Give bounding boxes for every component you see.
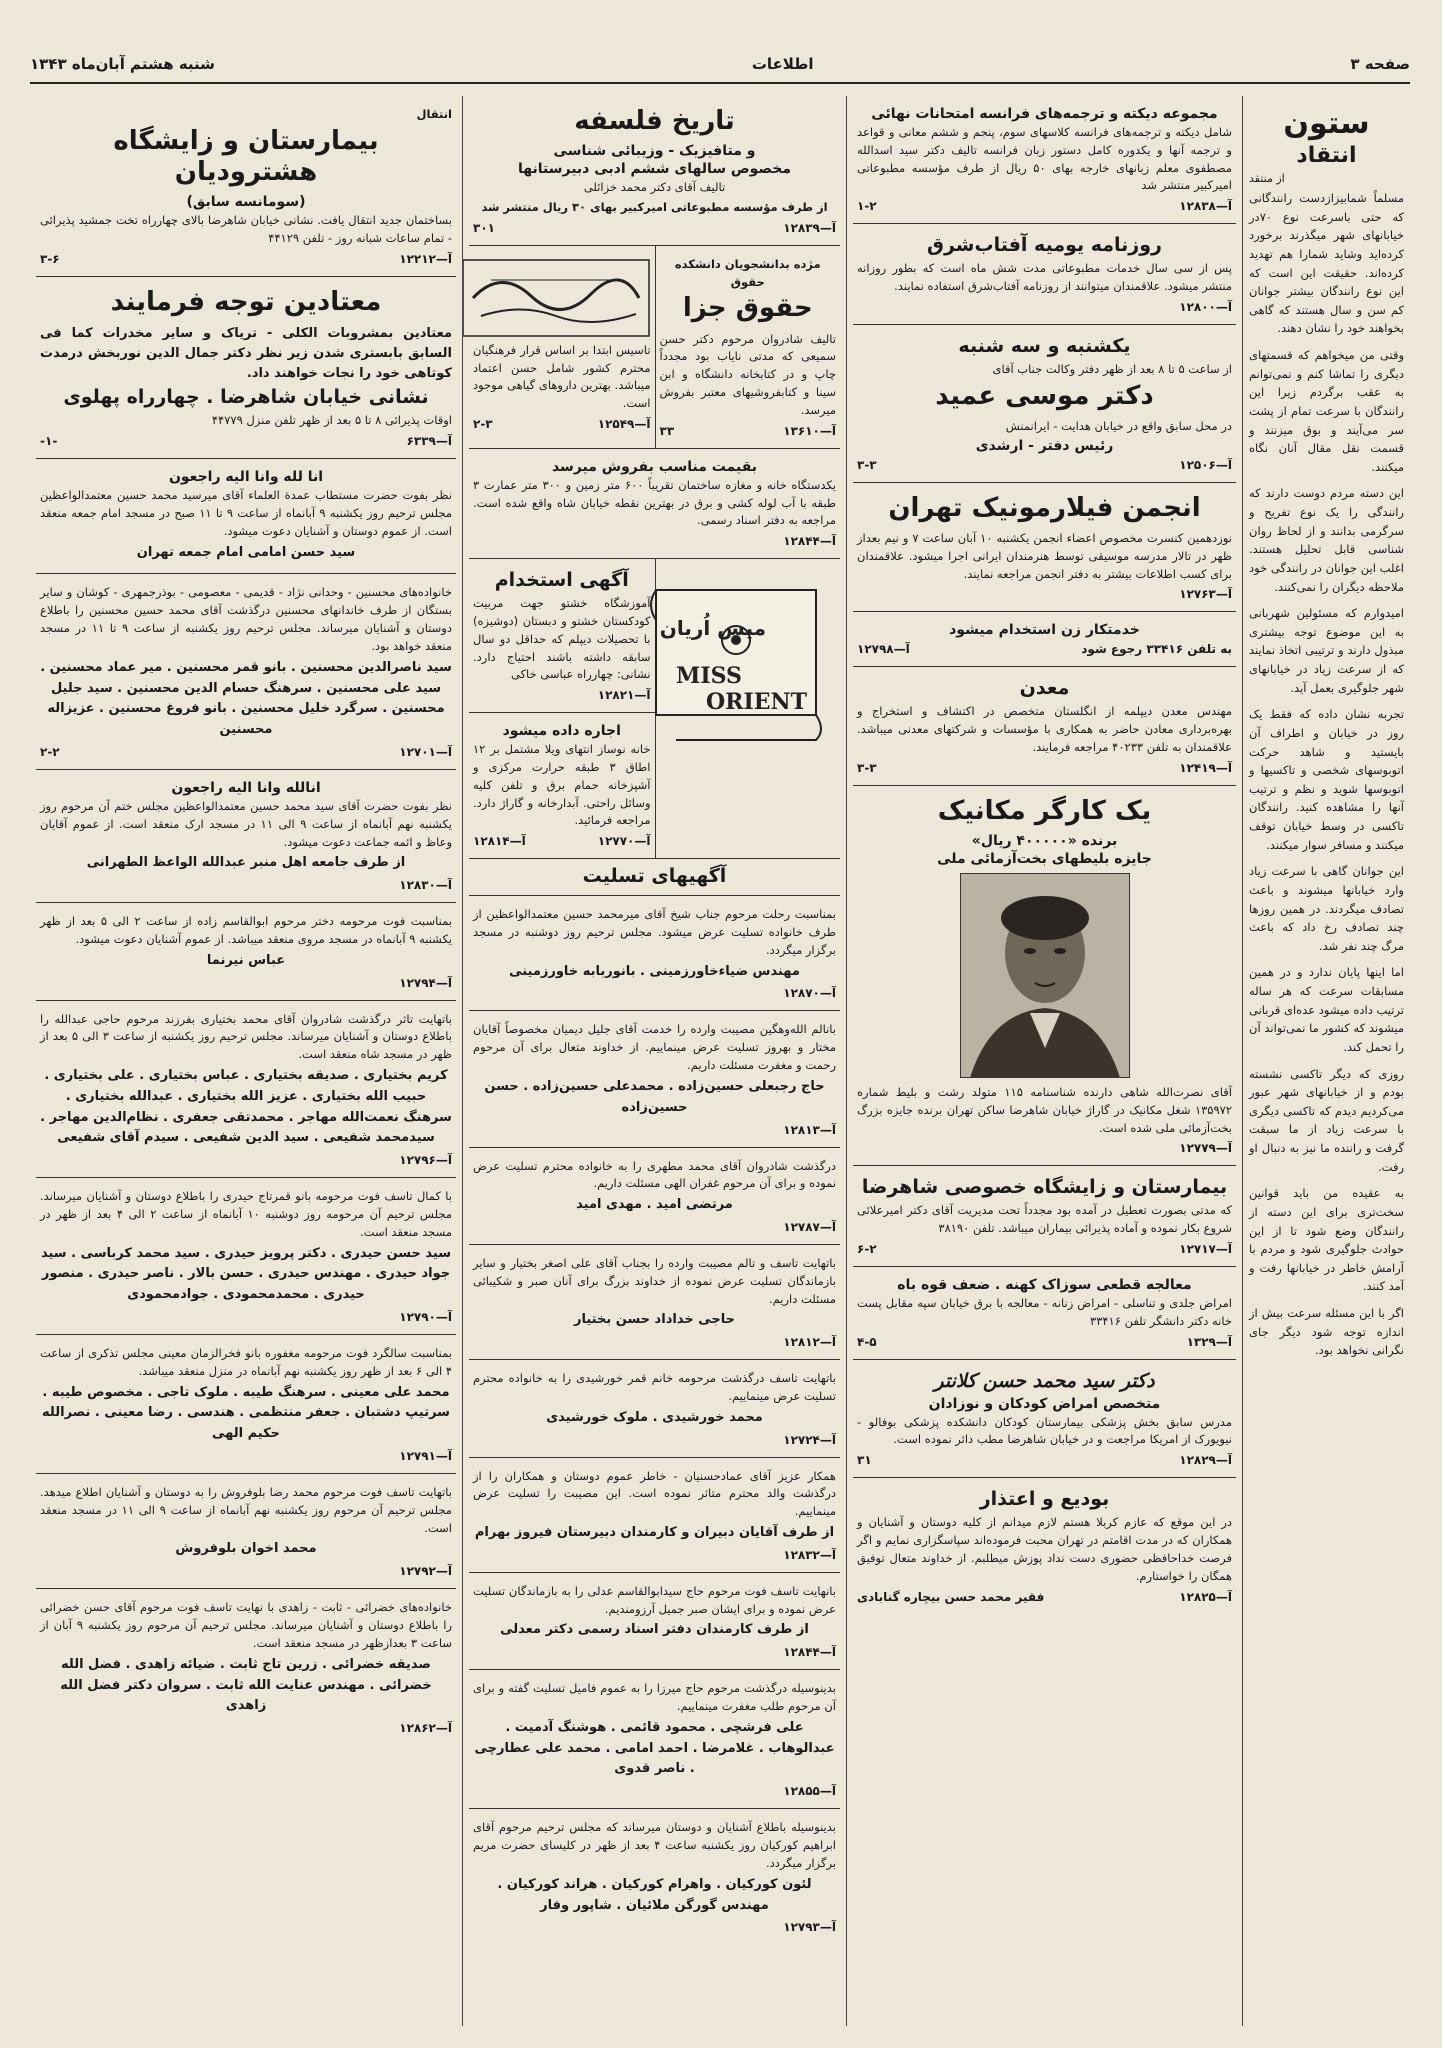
ad-code: آ—۱۲۸۴۴	[783, 534, 836, 549]
miss-fa-text: میس اُریان	[659, 616, 766, 641]
condolence-header	[469, 859, 840, 896]
condolence-item: باتهایت تاسف درگذشت مرحومه خانم قمر خورشیدی را به خانواده محترم تسلیت عرض مینماییم. محمد خورشیدی . ملوک خورشیدی آ—۱۲۷۲۴	[469, 1360, 840, 1457]
ad-addiction	[36, 277, 456, 459]
condolence-item: باتهایت تاسف فوت مرحوم محمد رضا بلوفروش را به دوستان و آشنایان اطلاع میدهد. مجلس ترحیم آن مرحوم روز یکشنبه نهم آبانماه از ساعت ۹ الی ۱۱ در مسجد منعقد است. محمد اخوان بلوفروش آ—۱۲۷۹۲	[36, 1474, 456, 1589]
ad-title: حقوق جزا	[682, 293, 813, 324]
ad-code: آ—۱۲۵۰۶ ۳-۳	[857, 457, 1232, 472]
ad-title: معتادین توجه فرمایند	[110, 286, 382, 317]
ad-text: تالیف شادروان مرحوم دکتر حسن سمیعی که مدتی نایاب بود مجدداً چاپ و در کتابخانه دانشگاه و ابن سینا و کتابفروشیهای معتبر بفروش میرسد.	[659, 331, 836, 417]
ad-role: رئیس دفتر - ارشدی	[975, 437, 1114, 454]
ad-subtitle: مخصوص سالهای ششم ادبی دبیرستانها	[517, 161, 792, 178]
ad-subtitle: برنده «۴۰۰۰۰۰ ریال»	[971, 832, 1118, 849]
split-row	[469, 559, 840, 859]
ads-column-2	[846, 96, 1242, 2026]
ad-hours: اوقات پذیرائی ۸ تا ۵ بعد از ظهر تلفن منزل ۴۴۷۷۹	[211, 413, 452, 428]
section-title: آگهیهای تسلیت	[582, 865, 727, 888]
ad-title: دکتر سید محمد حسن کلانتر	[934, 1369, 1155, 1392]
ad-title: انجمن فیلارمونیک تهران	[888, 492, 1201, 523]
ad-code: آ—۱۲۸۳۹ ۳۰۱	[473, 220, 836, 235]
page-number: صفحه ۳	[1350, 55, 1410, 73]
ad-text: امراض جلدی و تناسلی - امراض زنانه - معالجه با برق خیابان سپه مقابل پست خانه دکتر دانشگر تلفن ۳۳۴۱۶	[857, 1296, 1232, 1328]
critique-closing: اگر با این مسئله سرعت بیش از اندازه توجه شود دیگر جای نگرانی نخواهد بود.	[1249, 1306, 1404, 1358]
critique-paragraph: به عقیده من باید قوانین سخت‌تری برای این دسته از رانندگان وضع شود تا از این حوادث جلوگیری شود و مردم با آرامش خاطر در خیابانها رفت و آمد کنند.	[1249, 1186, 1404, 1294]
ad-code: آ—۱۲۷۷۹	[1179, 1141, 1232, 1156]
condolence-item: انالله وانا اليه راجعون نظر بفوت حضرت آقای سید محمد حسین معتمدالواعظین مجلس ختم آن مرحوم روز یکشنبه نهم آبانماه از ساعت ۹ الی ۱۱ در مسجد ارک منعقد است. از عموم آقایان وعاظ و ائمه جماعت دعوت میشود. از طرف جامعه اهل منبر عبدالله الواعظ الطهرانی آ—۱۲۸۳۰	[36, 770, 456, 903]
ad-text: آموزشگاه خشتو جهت مربیت کودکستان خشتو و دبستان (دوشیزه) با تحصیلات دیپلم که حداقل دو سال سابقه داشته باشند احتیاج دارد. نشانی: چهارراه عباسی خاکی	[473, 596, 651, 682]
ad-code: آ—۱۲۷۶۳	[1179, 587, 1232, 602]
critique-column-title: ستون	[1283, 106, 1370, 141]
ad-servant	[853, 612, 1236, 667]
orient-en-text: ORIENT	[706, 689, 807, 716]
condolence-item: همکار عزیز آقای عمادحسنیان - خاطر عموم دوستان و همکاران را از درگذشت والد محترم متاثر نموده است. این مصیبت را تسلیت عرض مینماییم. از طرف آقایان دبیران و کارمندان دبیرستان فیروز بهرام آ—۱۲۸۳۲	[469, 1458, 840, 1573]
ad-code: آ—۱۲۸۳۸ ۱-۲	[857, 199, 1232, 214]
ad-text: در این موقع که عازم کربلا هستم لازم میدانم از کلیه دوستان و آشنایان و همکاران که در مدت اقامتم در تهران محبت فرموده‌اند سپاسگزاری نمایم و اگر فرصت خداحافظی حضوری دست نداد پوزش میطلبم. از خداوند متعال توفیق همگان را خواستارم.	[857, 1515, 1232, 1583]
ad-text: معتادین بمشروبات الکلی - تریاک و سایر مخدرات کما فی السابق بابستری شدن زیر نظر دکتر جمال الدین نوربخش درمدت کوتاهی خود را نجات خواهند داد.	[40, 326, 452, 382]
ads-column-3	[462, 96, 846, 2026]
ad-code: آ—۱۲۸۲۵ فقیر محمد حسن بیچاره گنابادی	[857, 1589, 1232, 1604]
ad-text: تاسیس ابتدا بر اساس قرار فرهنگیان محترم کشور شامل حسن اعتماد میباشد. بهترین داروهای گیاهی موجود است.	[473, 342, 651, 411]
ad-text: شامل دیکته و ترجمه‌های فرانسه کلاسهای سوم، پنجم و ششم معانی و قواعد و ترجمه آنها و یکدوره کامل دستور زبان فرانسه تالیف دکتر سید اسدالله مصطفوی معلم زبانهای خارجه بهای ۵۰ ریال از طرف مؤسسه مطبوعاتی امیرکبیر منتشر شد	[857, 125, 1232, 193]
ad-text: مدرس سابق بخش پزشکی بیمارستان کودکان دانشکده پزشکی بوفالو - نیویورک از امریکا مراجعت و در خیابان شاهرضا مطب دائر نموده است.	[857, 1414, 1232, 1447]
ad-hashtroudian-hospital	[36, 96, 456, 277]
condolence-item: بدینوسیله باطلاع آشنایان و دوستان میرساند که مجلس ترحیم مرحوم آقای ابراهیم کورکیان روز یکشنبه ساعت ۴ بعد از ظهر در کلیسای حضرت مریم برگزار میگردد. لئون کورکیان . واهرام کورکیان . هراند کورکیان . مهندس گورگن ملائیان . شاپور وفار آ—۱۲۷۹۳	[473, 1820, 836, 1935]
ad-text: آقای نصرت‌الله شاهی دارنده شناسنامه ۱۱۵ متولد رشت و بلیط شماره ۱۳۵۹۷۲ شغل مکانیک در گاراژ خیابان شاهرضا ساکن تهران برنده جایزه بزرگ بخت‌آزمائی ملی شده است.	[857, 1084, 1232, 1135]
ad-subtitle: (سومانسه سابق)	[186, 194, 306, 211]
ad-title: بودیع و اعتذار	[979, 1488, 1110, 1511]
critique-paragraph: این جوانان گاهی با سرعت زیاد وارد خیابانها میشوند و باعث تصادف میگردند. در همین روزها چند تصادف رخ داد که باعث مرگ چند نفر شد.	[1249, 864, 1404, 953]
ad-philharmonic	[853, 483, 1236, 613]
ad-text: از ساعت ۵ تا ۸ بعد از ظهر دفتر وکالت جناب آقای	[992, 361, 1232, 376]
ad-code: آ—۱۲۷۷۰ آ—۱۲۸۱۴	[473, 834, 651, 849]
newspaper-columns	[30, 96, 1410, 2026]
ad-pediatrician	[853, 1360, 1236, 1479]
ad-name: دکتر موسی عمید	[935, 380, 1154, 411]
miss-en-text: MISS	[676, 663, 742, 690]
condolence-item: باتهایت تاثر درگذشت شادروان آقای محمد بختیاری بفرزند مرحوم حاجی عبدالله را باطلاع دوستان و آشنایان میرساند. مجلس ترحیم روز یکشنبه از ساعت ۳ الی ۵ بعد از ظهر در مسجد شاه منعقد است. کریم بختیاری . صدیقه بختیاری . عباس بختیاری . علی بختیاری . حبیب الله بختیاری . عزیز الله بختیاری . عبدالله بختیاری . سرهنگ نعمت‌الله مهاجر . محمدتقی جعفری . نظام‌الدین مهاجر . سیدمحمد شفیعی . سید الدین شفیعی . سیدم آقای شفیعی آ—۱۲۷۹۶	[36, 1001, 456, 1179]
ad-subtitle: متخصص امراض کودکان و نوزادان	[928, 1395, 1161, 1412]
ad-title: اجاره داده میشود	[502, 723, 621, 740]
ad-pre: انتقال	[416, 107, 452, 121]
critique-paragraph: وقتی من میخواهم که قسمتهای دیگری را تماشا کنم و نمی‌توانم به عقب برگردم زیرا این رانندگان با سرعت تمام از پشت سر می‌آیند و بوق میزنند و قسمت نقل مقال آنان نگاه میکنند.	[1249, 348, 1404, 474]
ad-herbalist	[469, 246, 655, 448]
ad-lawyer	[853, 325, 1236, 483]
ad-title: خدمتکار زن استخدام میشود	[949, 622, 1140, 639]
ad-title: معدن	[1019, 677, 1070, 700]
ad-address: نشانی خیابان شاهرضا . چهارراه پهلوی	[63, 386, 429, 409]
ad-title: آگهی استخدام	[494, 569, 629, 592]
ad-criminal-law-book	[655, 246, 841, 448]
ad-subtitle: و متافیزیک - وزیبائی شناسی	[553, 143, 756, 160]
ad-code: آ—۱۲۸۲۹ ۳۱	[857, 1453, 1232, 1468]
critique-column	[1242, 96, 1410, 2026]
ad-code: به تلفن ۳۳۴۱۶ رجوع شود آ—۱۲۷۹۸	[857, 642, 1232, 657]
critique-paragraph: تجربه نشان داده که فقط یک روز در خیابان و اطراف آن بایستید و شاهد حرکت اتوبوسهای شخصی و تاکسیها و اتوبوسها شوید و نظم و ترتیب آنها را مشاهده کنید. رانندگان تاکسی در وسط خیابان توقف میکنند و مسافر سوار میکنند.	[1249, 707, 1404, 852]
condolence-item: بانالم الله‌وهگین مصیبت وارده را خدمت آقای جلیل دیمیان مخصوصاً آقایان مختار و بهروز تسلیت عرض مینماییم. از خداوند متعال برای آن مرحوم رحمت و مغفرت مسئلت داریم. حاج رجبعلی حسین‌زاده . محمدعلی حسین‌زاده . حسن حسین‌زاده آ—۱۲۸۱۳	[469, 1011, 840, 1147]
ad-text: پس از سی سال خدمات مطبوعاتی مدت شش ماه است که بطور روزانه منتشر میشود. علاقمندان میتوانند از روزنامه آفتاب‌شرق استفاده نمایند.	[857, 261, 1232, 294]
ad-rent	[469, 713, 655, 858]
ad-title: یک کارگر مکانیک	[937, 795, 1152, 826]
portrait-photo	[960, 873, 1130, 1078]
ad-code: آ—۱۲۷۱۷ ۶-۲	[857, 1242, 1232, 1256]
ad-author: تالیف آقای دکتر محمد خزائلی	[583, 180, 726, 195]
condolence-item: خانواده‌های خضرائی - ثابت - زاهدی با نهایت تاسف فوت مرحوم آقای حسن خضرائی را باطلاع دوستان و آشنایان میرساند. مجلس ترحیم آن مرحوم روز یکشنبه ۹ آبان از ساعت ۳ بعدازظهر در مسجد منعقد است. صدیقه خضرائی . زرین تاج ثابت . ضیائه زاهدی . فضل الله خضرائی . مهندس عنایت الله ثابت . سروان دکتر فضل الله زاهدی آ—۱۲۸۶۲	[40, 1600, 452, 1736]
ad-code: آ—۱۳۶۱۰ ۳۳	[659, 423, 836, 438]
ad-mechanic-lottery	[853, 786, 1236, 1167]
ad-code: آ—۱۲۴۱۹ ۳-۳	[857, 760, 1232, 775]
condolence-item: درگذشت شادروان آقای محمد مطهری را به خانواده محترم تسلیت عرض نموده و برای آن مرحوم غفران الهی مسئلت داریم. مرتضی امید . مهدی امید آ—۱۲۷۸۷	[469, 1148, 840, 1245]
ad-text: یکدستگاه خانه و مغازه ساختمان تقریباً ۶۰۰ متر زمین و ۳۰۰ متر عمارت ۳ طبقه با آب لوله کشی و برق در بهترین نقطه خیابان شاه واقع شده است. مراجعه به دفتر اسناد رسمی.	[473, 477, 836, 528]
ad-shahreza-hospital	[853, 1166, 1236, 1267]
ad-mine	[853, 667, 1236, 785]
critique-paragraph: روزی که دیگر تاکسی نشسته بودم و از خیابانهای شهر عبور می‌کردیم دیدم که تاکسی دیگری با سرعت زیاد از ما سبقت گرفت و راننده ما نیز به دنبال او رفت.	[1249, 1066, 1404, 1174]
condolence-item: بدینوسیله درگذشت مرحوم حاج میرزا را به عموم فامیل تسلیت گفته و برای آن مرحوم طلب مغفرت مینماییم. علی فرشچی . محمود قائمی . هوشنگ آدمیت . عبدالوهاب . غلامرضا . احمد امامی . محمد علی عطارچی . ناصر قدوی آ—۱۲۸۵۵	[469, 1670, 840, 1809]
ad-title: مجموعه دیکته و ترجمه‌های فرانسه امتحانات نهائی	[871, 106, 1218, 122]
ad-subtitle: جایزه بلیطهای بخت‌آزمائی ملی	[937, 850, 1152, 867]
ad-code: آ—۶۳۳۹ -۱-	[40, 434, 452, 449]
ad-farewell	[853, 1478, 1236, 1613]
ads-column-4	[30, 96, 462, 2026]
ad-code: آ—۱۲۸۲۱	[597, 688, 651, 703]
ad-property-sale	[469, 449, 840, 559]
calligraphy-logo	[462, 258, 651, 338]
issue-date: شنبه هشتم آبان‌ماه ۱۳۴۳	[30, 55, 215, 73]
ad-title: بیمارستان و زایشگاه خصوصی شاهرضا	[861, 1176, 1228, 1199]
ad-code: آ—۱۲۸۰۰	[1179, 299, 1232, 314]
ad-title: روزنامه یومیه آفتاب‌شرق	[927, 234, 1162, 257]
critique-paragraph: مسلماً شمابیزازدست رانندگانی که حتی باسرعت نوع ۷۰در خیابانهای شهر میگذرند برخورد کرده‌اید وشاید شمارا هم تهدید کرده‌اند. حقیقت این است که این نوع رانندگان بیشتر جوانان کم سن و سال هستند که گاهی بخواهند خود را نشان دهند.	[1249, 191, 1404, 336]
ad-code: آ—۱۲۲۱۲ ۳-۶	[40, 251, 452, 266]
ad-job	[469, 559, 655, 713]
condolence-item: بمناسبت فوت مرحومه دختر مرحوم ابوالقاسم زاده از ساعت ۲ الی ۵ بعد از ظهر یکشنبه ۹ آبانماه در مسجد مروی منعقد میباشد. از عموم آشنایان دعوت میشود. عباس نیرنما آ—۱۲۷۹۴	[36, 903, 456, 1000]
miss-orient-logo	[636, 575, 836, 745]
ad-title: تاریخ فلسفه	[574, 106, 735, 136]
ad-code: آ—۱۲۵۴۹ ۲-۳	[473, 417, 651, 432]
ad-french-book	[853, 96, 1236, 224]
ad-title: یکشنبه و سه شنبه	[958, 334, 1131, 357]
ad-address: در محل سابق واقع در خیابان هدایت - ایرانمنش	[1005, 418, 1232, 433]
ad-text: نوزدهمین کنسرت مخصوص اعضاء انجمن یکشنبه ۱۰ آبان ساعت ۷ و نیم بعداز ظهر در تالار مدرسه موسیقی توسط هنرمندان ایرانی اجرا میشود. علاقمندان برای کسب اطلاعات بیشتر به دفتر انجمن مراجعه نمایند.	[857, 530, 1232, 581]
critique-paragraph: این دسته مردم دوست دارند که رانندگی را یک نوع تفریح و سرگرمی بدانند و از لحاظ روان شناسی قابل تحلیل هستند. اغلب این جوانان در رانندگی خود ملاحظه دیگران را نمی‌کنند.	[1249, 486, 1404, 594]
ad-text: که مدتی بصورت تعطیل در آمده بود مجدداً تحت مدیریت آقای دکتر امیرعلائی شروع بکار نموده و آماده پذیرائی بیماران میباشد. تلفن ۳۸۱۹۰	[857, 1203, 1232, 1236]
condolence-item: خانواده‌های محسنین - وحدانی نژاد - قدیمی - معصومی - بوذرجمهری - کوشان و سایر بستگان از طرف خاندانهای محسنین درگذشت آقای محمد حسین محسنین را باطلاع دوستان و آشنایان میرساند. مجلس ترحیم روز یکشنبه از ساعت ۹ تا ۱۱ در مسجد منعقد خواهد بود. سید ناصرالدین محسنین . بانو قمر محسنین . میر عماد محسنین . سید علی محسنین . سرهنگ حسام الدین محسنین . سید جلیل محسنین . سرگرد خلیل محسنین . بانو فروغ محسنین . عزیزاله محسنین آ—۱۲۷۰۱ ۲-۲	[36, 574, 456, 769]
ad-code: آ—۱۳۲۹ ۴-۵	[857, 1334, 1232, 1349]
critique-paragraph: اما اینها پایان ندارد و در همین مسابقات سرعت که هر ساله ترتیب داده میشود عده‌ای قربانی میشوند که کشور ما نمی‌تواند آن را تحمل کند.	[1249, 965, 1404, 1054]
ad-aftab-newspaper	[853, 224, 1236, 325]
condolence-item: باتهایت تاسف و تالم مصیبت وارده را بجناب آقای علی اصغر بختیار و سایر بازماندگان تسلیت عرض نموده از خداوند بزرگ برای آنان صبر و شکیبائی مسئلت داریم. حاجی خداداد حسن بختیار آ—۱۲۸۱۲	[469, 1245, 840, 1360]
critique-author: از منتقد	[1249, 172, 1285, 185]
page-header	[30, 52, 1410, 84]
condolence-item: انا لله وانا اليه راجعون نظر بفوت حضرت مستطاب عمدة العلماء آقای میرسید محمد حسین معتمدالواعظین مجلس ترحیم روز یکشنبه ۹ آبانماه از ساعت ۹ تا ۱۱ صبح در مسجد امام جمعه منعقد است. از عموم دوستان و آشنایان دعوت میشود. سید حسن امامی امام جمعه تهران	[36, 459, 456, 574]
ad-text: بساختمان جدید انتقال یافت. نشانی خیابان شاهرضا بالای چهارراه تخت جمشید پذیرائی - تمام ساعات شبانه روز - تلفن ۴۴۱۲۹	[40, 213, 452, 245]
ad-title: بقیمت مناسب بفروش میرسد	[551, 458, 758, 475]
ad-miss-orient	[655, 559, 841, 858]
ad-clinic	[853, 1267, 1236, 1360]
condolence-item: با کمال تاسف فوت مرحومه بانو قمرتاج حیدری را باطلاع دوستان و آشنایان میرساند. مجلس ترحیم آن مرحومه روز دوشنبه ۱۰ آبانماه از ساعت ۲ الی ۴ بعد از ظهر در مسجد منعقد است. سید حسن حیدری . دکتر پرویز حیدری . سید محمد کرباسی . سید جواد حیدری . مهندس حیدری . حسن بالار . ناصر حیدری . منصور حیدری . محمدمحمودی . جوادمحمودی آ—۱۲۷۹۰	[36, 1178, 456, 1335]
ad-title: بیمارستان و زایشگاه هشترودیان	[113, 125, 379, 187]
ad-text: خانه نوساز انتهای ویلا مشتمل بر ۱۲ اطاق ۳ طبقه حرارت مرکزی و آشپزخانه حمام برق و تلفن کلیه وسائل راحتی. آبدارخانه و گاراژ دارد. مراجعه فرمائید.	[473, 742, 651, 828]
ad-head: مژده بدانشجویان دانشکده حقوق	[674, 256, 821, 289]
ad-text: مهندس معدن دیپلمه از انگلستان متخصص در اکتشاف و استخراج و بهره‌برداری معادن حاضر به همکاری با مؤسسات و شرکتهای معدنی میباشد. علاقمندان به تلفن ۴۰۲۳۳ مراجعه فرمایند.	[857, 704, 1232, 754]
job-and-rent	[469, 559, 655, 858]
condolence-item: بمناسبت رحلت مرحوم جناب شیخ آقای میرمحمد حسین معتمدالواعظین از طرف خانواده تسلیت عرض میشود. مجلس ترحیم روز دوشنبه در مسجد برگزار میگردد. مهندس ضیاءخاورزمینی . بانوربابه خاورزمینی آ—۱۲۸۷۰	[469, 896, 840, 1011]
condolence-item: بمناسبت سالگرد فوت مرحومه مغفوره بانو فخرالزمان معینی مجلس تذکری از ساعت ۴ الی ۶ بعد از ظهر روز یکشنبه نهم آبانماه در منزل منعقد میباشد. محمد علی معینی . سرهنگ طیبه . ملوک تاجی . مخصوص طیبه . سرتیپ دشتبان . جعفر منتظمی . هندسی . رضا معینی . نصرالله حکیم الهی آ—۱۲۷۹۱	[36, 1335, 456, 1474]
critique-paragraph: امیدوارم که مسئولین شهربانی به این موضوع توجه بیشتری مبذول دارند و ترتیبی اتخاذ نمایند که از سرعت زیاد در خیابانهای شهر جلوگیری بعمل آید.	[1249, 606, 1404, 695]
newspaper-name: اطلاعات	[751, 55, 814, 73]
ad-philosophy-book	[469, 96, 840, 246]
critique-column-subtitle: انتقاد	[1296, 143, 1357, 168]
ad-publisher: از طرف مؤسسه مطبوعاتی امیرکبیر بهای ۳۰ ریال منتشر شد	[481, 200, 828, 214]
split-row	[469, 246, 840, 449]
ad-title: معالجه قطعی سوزاک کهنه . ضعف قوه باه	[897, 1277, 1192, 1293]
condolence-item: بانهایت تاسف فوت مرحوم حاج سیدابوالقاسم عدلی را به بازماندگان تسلیت عرض نموده و برای ایشان صبر جمیل آرزومندیم. از طرف کارمندان دفتر اسناد رسمی دکتر معدلی آ—۱۲۸۴۴	[469, 1573, 840, 1670]
